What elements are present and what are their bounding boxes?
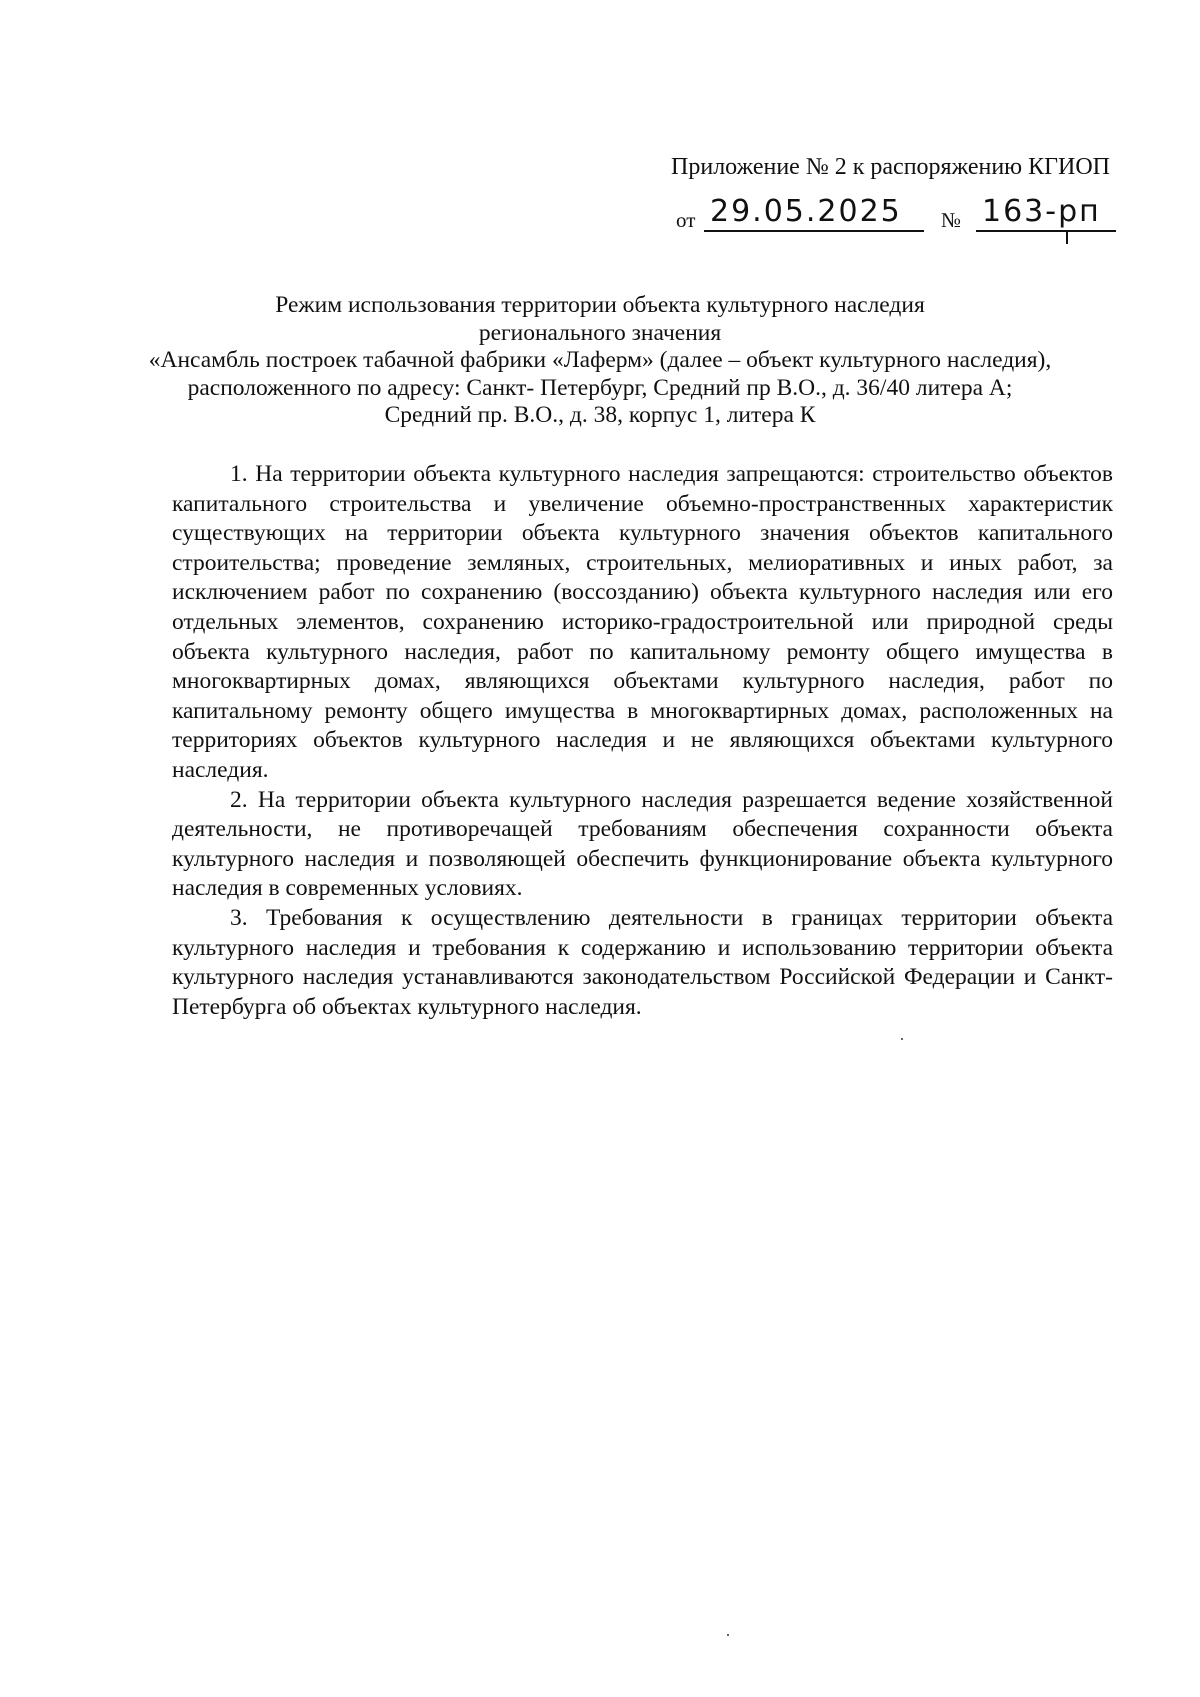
- appendix-header: Приложение № 2 к распоряжению КГИОП: [671, 154, 1110, 180]
- order-date-prefix: от: [676, 208, 696, 232]
- order-number-field: [976, 196, 1116, 232]
- paragraph-3: 3. Требования к осуществлению деятельности в границах территории объекта культурного наследия и требования к содержанию и использованию территории объекта культурного наследия устанавливаются законодательством Российской Федерации и Санкт-Петербурга об объектах культурного наследия.: [172, 904, 1113, 1020]
- title-line-5: Средний пр. В.О., д. 38, корпус 1, литера К: [384, 402, 816, 428]
- title-line-2: регионального значения: [478, 319, 722, 346]
- order-date-handwritten: 29.05.2025: [710, 194, 902, 229]
- scan-speck: [901, 1038, 903, 1040]
- scan-speck: [727, 1634, 729, 1636]
- title-line-4: расположенного по адресу: Санкт- Петербург, Средний пр В.О., д. 36/40 литера А;: [187, 374, 1013, 401]
- title-line-3: «Ансамбль построек табачной фабрики «Лаферм» (далее – объект культурного наследия),: [148, 347, 1052, 373]
- handwritten-stroke: [1066, 230, 1068, 244]
- paragraph-2: 2. На территории объекта культурного наследия разрешается ведение хозяйственной деятельности, не противоречащей требованиям обеспечения сохранности объекта культурного наследия и позволяющей обеспечить функционирование объекта культурного наследия в современных условиях.: [172, 786, 1113, 902]
- paragraph-1: 1. На территории объекта культурного наследия запрещаются: строительство объектов капитального строительства и увеличение объемно-пространственных характеристик существующих на территории объекта культурного значения объектов капитального строительства; проведение земляных, строительных, мелиоративных и иных работ, за исключением работ по сохранению (воссозданию) объекта культурного наследия или его отдельных элементов, сохранению историко-градостроительной или природной среды объекта культурного наследия, работ по капитальному ремонту общего имущества в многоквартирных домах, являющихся объектами культурного наследия, работ по капитальному ремонту общего имущества в многоквартирных домах, расположенных на территориях объектов культурного наследия и не являющихся объектами культурного наследия.: [172, 461, 1113, 783]
- document-title: [90, 292, 1110, 430]
- order-number-handwritten: 163-рп: [982, 194, 1101, 229]
- title-line-1: Режим использования территории объекта культурного наследия: [275, 292, 925, 318]
- order-number-sign: №: [941, 208, 962, 232]
- document-body: [172, 460, 1113, 1022]
- order-date-field: [704, 196, 924, 232]
- order-reference: [676, 196, 1116, 246]
